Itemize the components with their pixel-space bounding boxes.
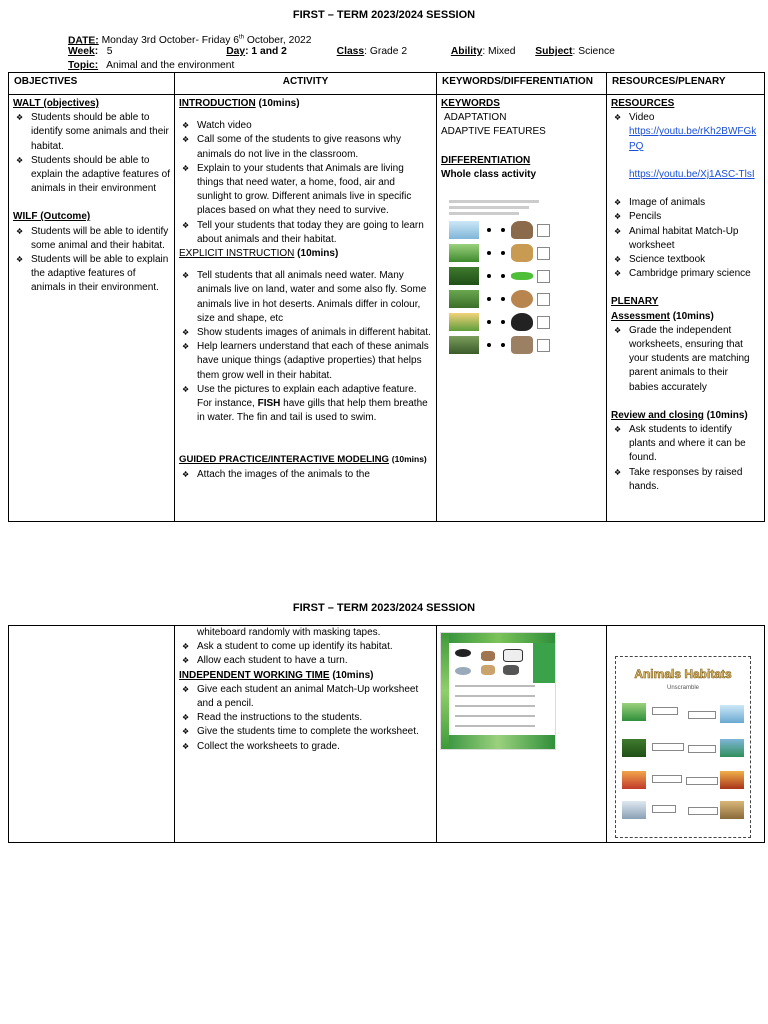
list-item: ❖ Students should be able to explain the adaptive features of animals in their environment [13,154,170,197]
assessment-time: (10mins) [672,310,714,322]
list-item: ❖ Science textbook [611,253,760,267]
topic-label: Topic: [68,60,99,71]
video-label: Video [629,112,655,124]
assessment-heading: Assessment [611,310,670,322]
topic-row [68,59,234,73]
guided-list [179,468,432,482]
resources-heading: RESOURCES [611,98,675,109]
list-item: ❖ Take responses by raised hands. [611,466,760,494]
ability-label: Ability [450,46,483,57]
differentiation-text: Whole class activity [441,168,537,180]
guided-list-2 [179,640,432,668]
week-row: Week: 5 Day: 1 and 2 Class: Grade 2 Ability: Mixed Subject: Science [68,46,615,57]
list-item: ❖ Animal habitat Match-Up worksheet [611,225,760,253]
objectives-cell [9,95,175,522]
table-header-row [9,73,765,95]
day-value: 1 and 2 [251,46,287,57]
animals-habitats-worksheet [615,656,751,838]
list-item: ❖ Tell your students that today they are going to learn about animals and their habitat. [179,219,432,247]
intro-heading: INTRODUCTION [179,98,256,109]
col-activity: ACTIVITY [175,73,437,95]
wilf-heading: WILF (Outcome) [13,211,91,223]
list-item: ❖ Give the students time to complete the worksheet. [179,725,432,739]
video-link-2[interactable]: https://youtu.be/Xj1ASC-TlsI [629,169,755,181]
review-list [611,423,760,494]
ability-value: Mixed [488,46,516,57]
list-item: ❖ Cambridge primary science [611,267,760,281]
subject-value: Science [578,46,615,57]
plenary-heading: PLENARY [611,296,659,308]
explicit-time: (10mins) [297,248,339,260]
list-item: ❖ Students will be able to identify some animal and their habitat. [13,225,170,253]
col-resources: RESOURCES/PLENARY [607,73,765,95]
class-label: Class [336,46,365,57]
objectives-cell-continued [9,626,175,843]
guided-heading: GUIDED PRACTICE/INTERACTIVE MODELING [179,454,390,466]
list-item: ❖ Call some of the students to give reasons why animals do not live in the classroom. [179,133,432,161]
worksheet-subtitle: Unscramble [666,685,699,692]
resources-cell [607,95,765,522]
list-item: ❖ Tell students that all animals need water. Many animals live on land, water and some also fly. Some animals live in hot deserts. Animals differ in colour, size and shape, etc [179,269,432,326]
list-item: ❖ Ask students to identify plants and where it can be found. [611,423,760,466]
subject-label: Subject [535,46,573,57]
keywords-cell-continued [437,626,607,843]
fish-pre: Use the pictures to explain each adaptive feature. For instance, [197,383,417,410]
list-item: ❖ Ask a student to come up identify its habitat. [179,640,432,654]
list-item: ❖ Give each student an animal Match-Up worksheet and a pencil. [179,683,432,711]
review-time: (10mins) [706,409,748,421]
keyword-item: ADAPTATION [444,112,507,124]
list-item: ❖ Grade the independent worksheets, ensuring that your students are matching parent animals to their babies accurately [611,324,760,395]
assessment-list [611,324,760,395]
lesson-plan-table [8,72,765,522]
keyword-item: ADAPTIVE FEATURES [441,126,546,138]
video-link-1[interactable]: https://youtu.be/rKh2BWFGkPQ [629,126,757,152]
guided-time: (10mins) [391,454,427,465]
wilf-list [13,225,170,296]
lesson-plan-table-continued [8,625,765,843]
page-title: FIRST – TERM 2023/2024 SESSION [292,9,476,21]
keywords-cell [437,95,607,522]
week-value: 5 [106,46,113,57]
list-item: ❖ Students will be able to explain the adaptive features of animals in their environment. [13,253,170,296]
list-item: ❖ Help learners understand that each of these animals have unique things (adaptive properties) that helps them grow well in their habitat. [179,340,432,383]
resources-cell-continued [607,626,765,843]
guided-item-cont: whiteboard randomly with masking tapes. [197,627,381,638]
differentiation-heading: DIFFERENTIATION [441,154,531,166]
resources-list [611,196,760,281]
week-label: Week [68,46,95,57]
independent-time: (10mins) [332,669,374,681]
independent-list [179,683,432,754]
independent-heading: INDEPENDENT WORKING TIME [179,669,330,681]
activity-cell [175,95,437,522]
day-label: Day [226,46,246,57]
list-item: ❖ Students should be able to identify some animals and their habitat. [13,111,170,154]
date-label: DATE: [68,35,99,47]
list-item [611,111,760,182]
list-item: ❖ Read the instructions to the students. [179,711,432,725]
resources-video-list [611,111,760,182]
list-item: ❖ Collect the worksheets to grade. [179,740,432,754]
topic-value: Animal and the environment [106,60,235,71]
intro-time: (10mins) [258,98,300,109]
matching-worksheet-image [449,200,559,340]
col-keywords: KEYWORDS/DIFFERENTIATION [437,73,607,95]
class-value: Grade 2 [369,46,408,57]
review-heading: Review and closing [611,409,704,421]
habitat-worksheet-image [440,632,556,750]
fish-bold: FISH [257,398,281,410]
walt-heading: WALT (objectives) [13,98,99,109]
list-item: ❖ Watch video [179,119,432,133]
fish-post: have gills that help them breathe in water. The fin and tail is used to swim. [197,398,428,424]
list-item: ❖ Allow each student to have a turn. [179,654,432,668]
list-item: ❖ Explain to your students that Animals are living things that need water, a home, food, air and sunlight to grow. Different animals live in specific places based on what they need to survive. [179,162,432,219]
activity-cell-continued [175,626,437,843]
explicit-heading: EXPLICIT INSTRUCTION [179,248,295,260]
explicit-list [179,269,432,425]
list-item: ❖ Show students images of animals in different habitat. [179,326,432,340]
worksheet-title: Animals Habitats [634,667,732,681]
keywords-heading: KEYWORDS [441,98,500,109]
list-item: ❖ Pencils [611,210,760,224]
list-item [179,383,432,426]
date-value: Monday 3rd October- Friday 6th October, 2022 [101,35,312,47]
col-objectives: OBJECTIVES [9,73,175,95]
list-item: ❖ Attach the images of the animals to the [179,468,432,482]
intro-list [179,119,432,247]
list-item: ❖ Image of animals [611,196,760,210]
page-2-title: FIRST – TERM 2023/2024 SESSION [292,602,476,614]
walt-list [13,111,170,196]
